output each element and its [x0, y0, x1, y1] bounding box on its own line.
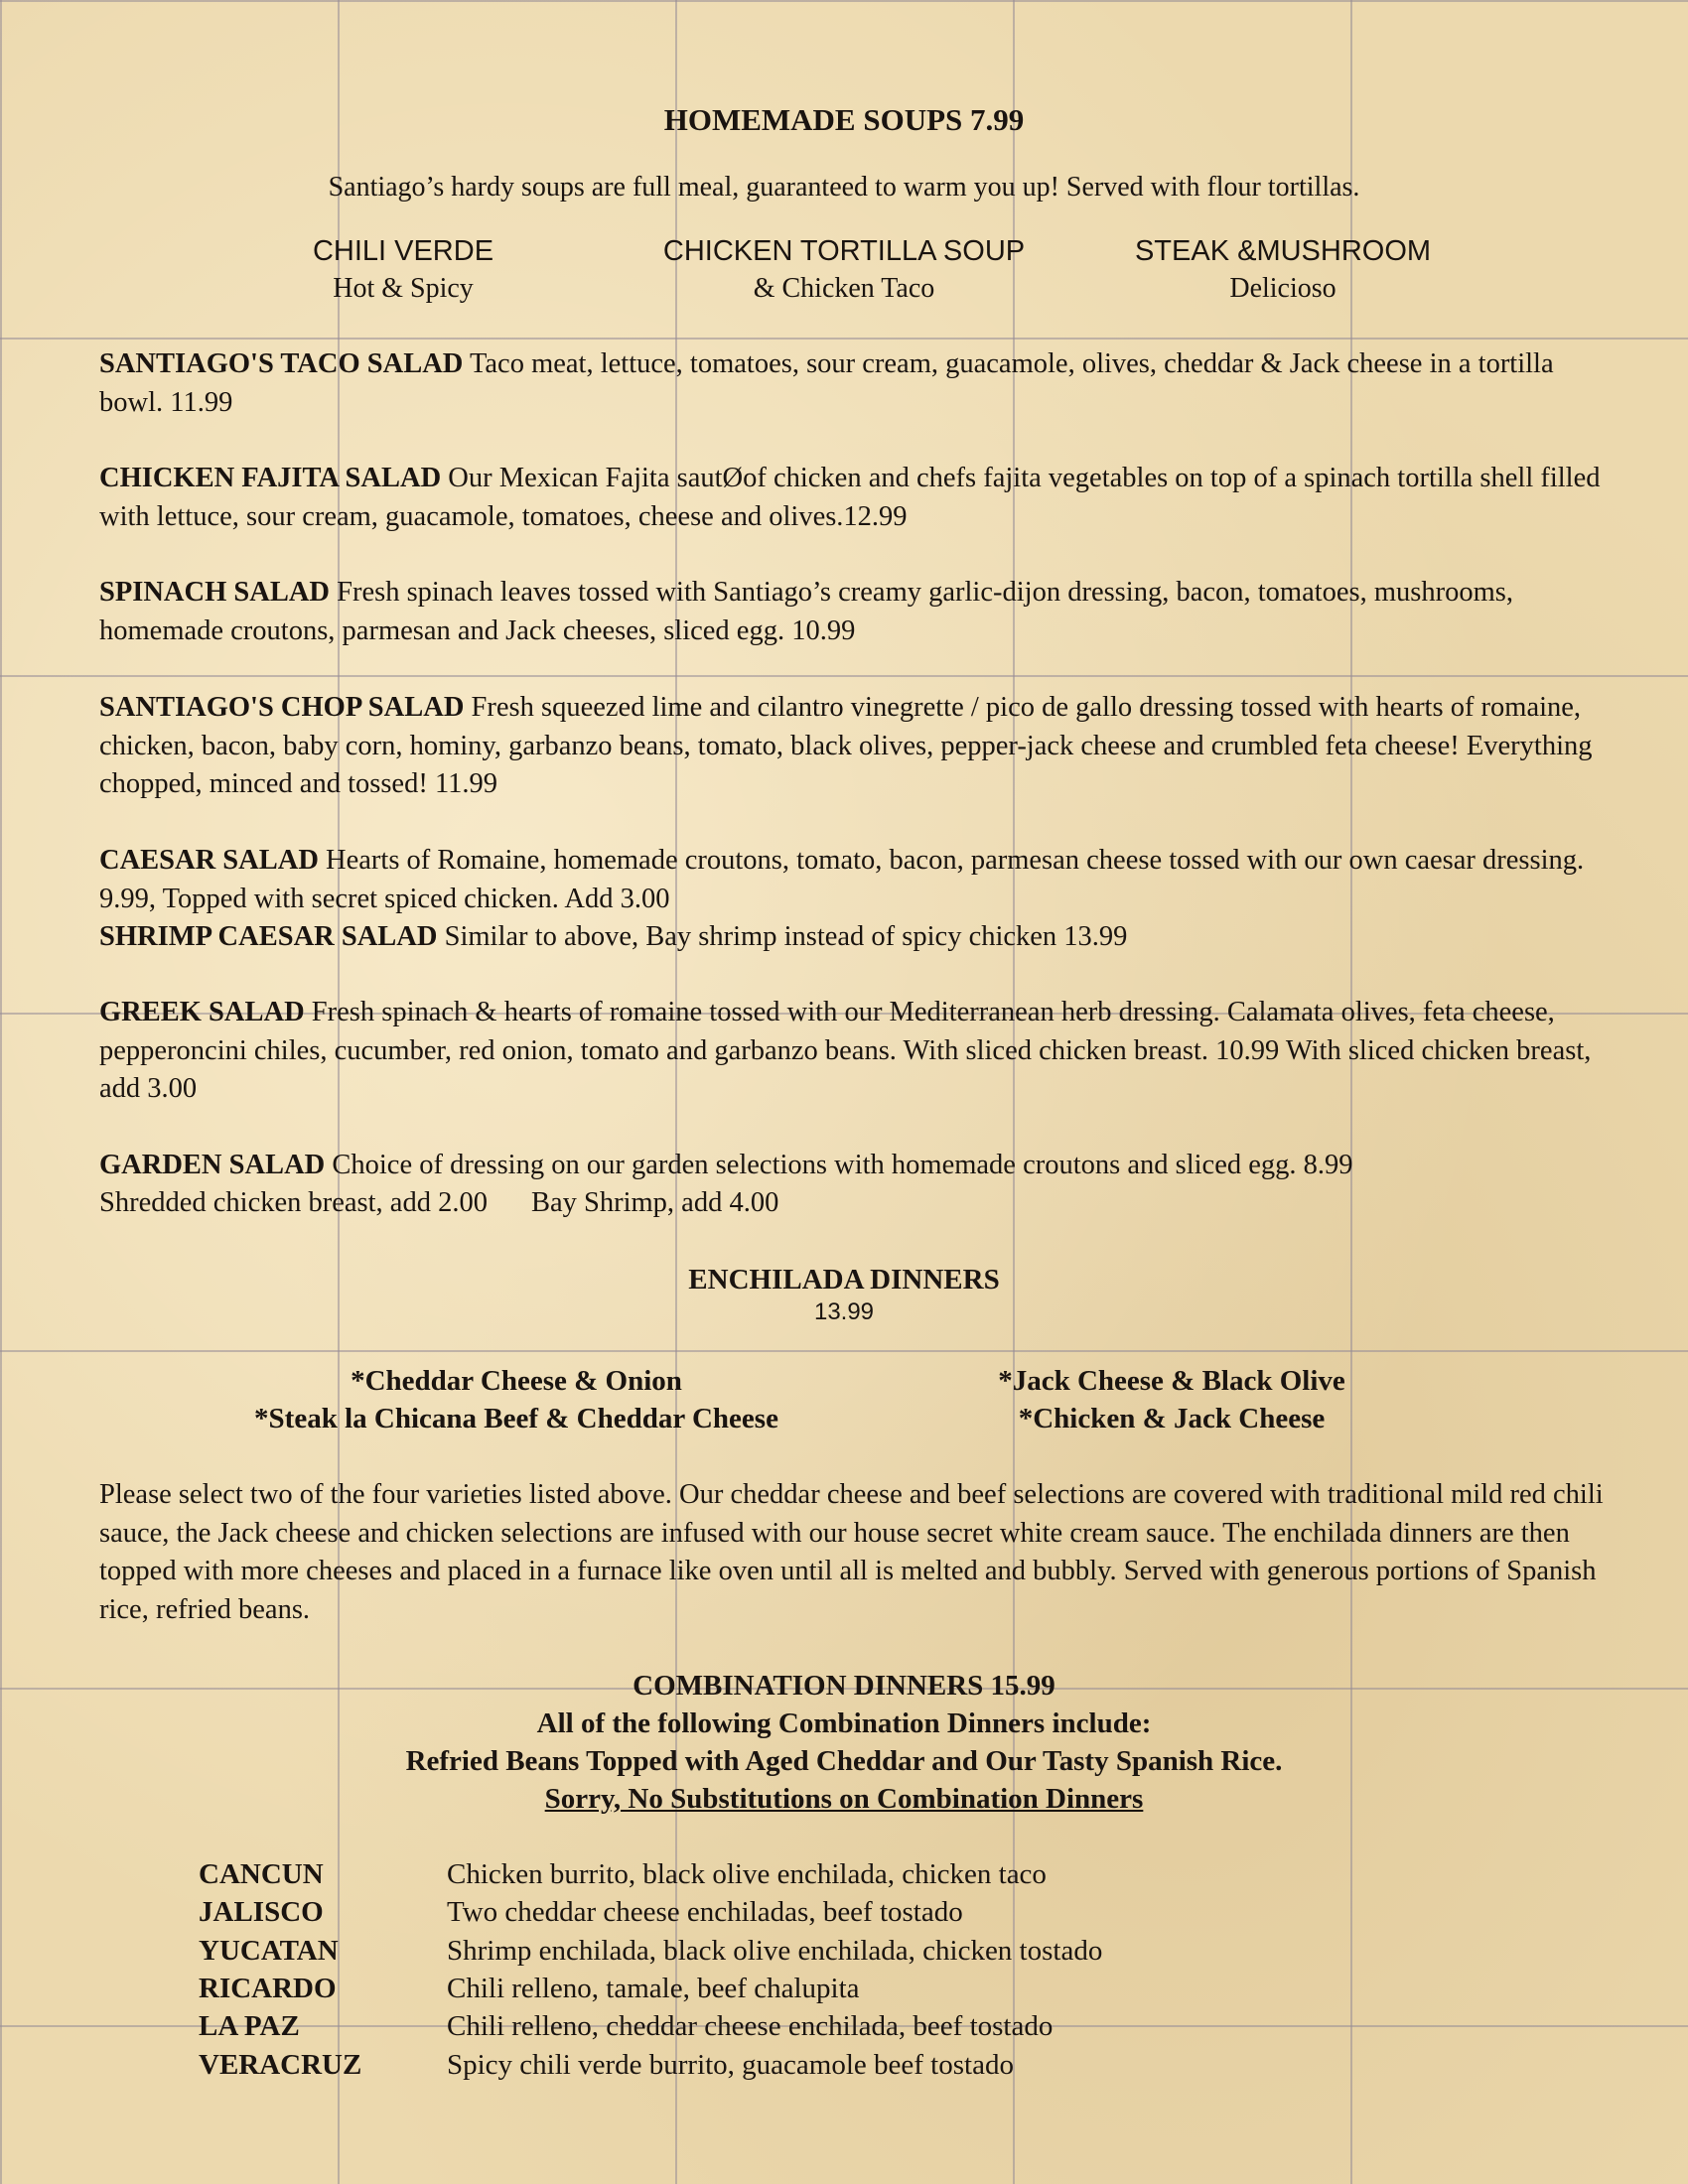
item-name: CHICKEN FAJITA SALAD — [99, 463, 442, 493]
item-name: GREEK SALAD — [99, 997, 305, 1027]
item-name: CAESAR SALAD — [99, 845, 319, 876]
soups-title: HOMEMADE SOUPS 7.99 — [663, 102, 1025, 137]
combo-name: VERACRUZ — [199, 2049, 362, 2081]
combo-desc: Chili relleno, tamale, beef chalupita — [447, 1973, 860, 2004]
soup-desc: Delicioso — [1229, 273, 1336, 304]
item-name: GARDEN SALAD — [99, 1150, 326, 1180]
menu-item — [99, 1147, 1609, 1185]
combo-desc: Chili relleno, cheddar cheese enchilada, beef tostado — [447, 2010, 1054, 2042]
combo-intro: All of the following Combination Dinners include: — [536, 1707, 1152, 1739]
menu-item — [99, 994, 1609, 1109]
menu-item — [99, 918, 1609, 957]
soup-name: CHILI VERDE — [312, 235, 494, 267]
item-name: SANTIAGO'S TACO SALAD — [99, 348, 464, 379]
item-text: Hearts of Romaine, homemade croutons, tomato, bacon, parmesan cheese tossed with our own caesar dressing. 9.99, Topped with secret spiced chicken. Add 3.00 — [99, 845, 1585, 914]
combo-name: CANCUN — [199, 1858, 324, 1890]
soup-desc: Hot & Spicy — [333, 273, 474, 304]
item-text: Fresh spinach & hearts of romaine tossed with our Mediterranean herb dressing. Calamata olives, feta cheese, pepperoncini chiles, cucumber, red onion, tomato and garbanzo beans. With sliced chicken breast. 10.99 With sliced chicken breast, add 3.00 — [99, 997, 1592, 1104]
soups-subtitle: Santiago’s hardy soups are full meal, guaranteed to warm you up! Served with flour tortillas. — [328, 172, 1360, 203]
enchilada-description: Please select two of the four varieties listed above. Our cheddar cheese and beef selections are covered with traditional mild red chili sauce, the Jack cheese and chicken selections are infused with our house secret white cream sauce. The enchilada dinners are then topped with more cheeses and placed in a furnace like oven until all is melted and bubbly. Served with generous portions of Spanish rice, refried beans. — [99, 1479, 1604, 1625]
combo-notice: Sorry, No Substitutions on Combination Dinners — [544, 1783, 1144, 1815]
item-extra: Shredded chicken breast, add 2.00 — [99, 1187, 488, 1218]
combo-desc: Chicken burrito, black olive enchilada, chicken taco — [447, 1858, 1047, 1890]
section-title: ENCHILADA DINNERS — [688, 1264, 1000, 1296]
combo-name: JALISCO — [199, 1896, 324, 1928]
item-text: Fresh squeezed lime and cilantro vinegrette / pico de gallo dressing tossed with hearts of romaine, chicken, bacon, baby corn, hominy, garbanzo beans, tomato, black olives, pepper-jack cheese and crumbled feta cheese! Everything chopped, minced and tossed! 11.99 — [99, 692, 1593, 799]
menu-item-extras — [99, 1184, 1609, 1223]
menu-item — [99, 345, 1609, 422]
item-name: SHRIMP CAESAR SALAD — [99, 921, 438, 952]
menu-item — [99, 460, 1609, 536]
enchilada-variety: *Cheddar Cheese & Onion — [351, 1365, 682, 1397]
item-name: SPINACH SALAD — [99, 577, 330, 608]
combo-name: YUCATAN — [199, 1935, 339, 1967]
combo-intro: Refried Beans Topped with Aged Cheddar and Our Tasty Spanish Rice. — [405, 1745, 1283, 1777]
soup-desc: & Chicken Taco — [753, 273, 935, 304]
enchilada-variety: *Steak la Chicana Beef & Cheddar Cheese — [254, 1403, 778, 1434]
combo-desc: Shrimp enchilada, black olive enchilada, chicken tostado — [447, 1935, 1103, 1967]
enchilada-variety: *Jack Cheese & Black Olive — [998, 1365, 1345, 1397]
enchilada-variety: *Chicken & Jack Cheese — [1018, 1403, 1326, 1434]
item-text: Similar to above, Bay shrimp instead of spicy chicken 13.99 — [437, 921, 1128, 952]
item-text: Taco meat, lettuce, tomatoes, sour cream, guacamole, olives, cheddar & Jack cheese in a tortilla bowl. 11.99 — [99, 348, 1554, 418]
item-extra: Bay Shrimp, add 4.00 — [530, 1187, 779, 1218]
section-price: 13.99 — [813, 1298, 875, 1325]
combo-desc: Spicy chili verde burrito, guacamole beef tostado — [447, 2049, 1014, 2081]
combo-name: LA PAZ — [199, 2010, 300, 2042]
item-name: SANTIAGO'S CHOP SALAD — [99, 692, 465, 723]
section-title: COMBINATION DINNERS 15.99 — [633, 1670, 1055, 1702]
item-text: Fresh spinach leaves tossed with Santiago’s creamy garlic-dijon dressing, bacon, tomatoes, mushrooms, homemade croutons, parmesan and Jack cheeses, sliced egg. 10.99 — [99, 577, 1514, 646]
combo-desc: Two cheddar cheese enchiladas, beef tostado — [447, 1896, 963, 1928]
item-text: Our Mexican Fajita sautØof chicken and chefs fajita vegetables on top of a spinach tortilla shell filled with lettuce, sour cream, guacamole, tomatoes, cheese and olives.12.99 — [99, 463, 1601, 532]
combo-name: RICARDO — [199, 1973, 337, 2004]
menu-item — [99, 842, 1609, 918]
menu-item — [99, 689, 1609, 804]
soup-name: CHICKEN TORTILLA SOUP — [662, 235, 1026, 267]
menu-item — [99, 574, 1609, 650]
item-text: Choice of dressing on our garden selections with homemade croutons and sliced egg. 8.99 — [325, 1150, 1353, 1180]
soup-name: STEAK &MUSHROOM — [1134, 235, 1432, 267]
